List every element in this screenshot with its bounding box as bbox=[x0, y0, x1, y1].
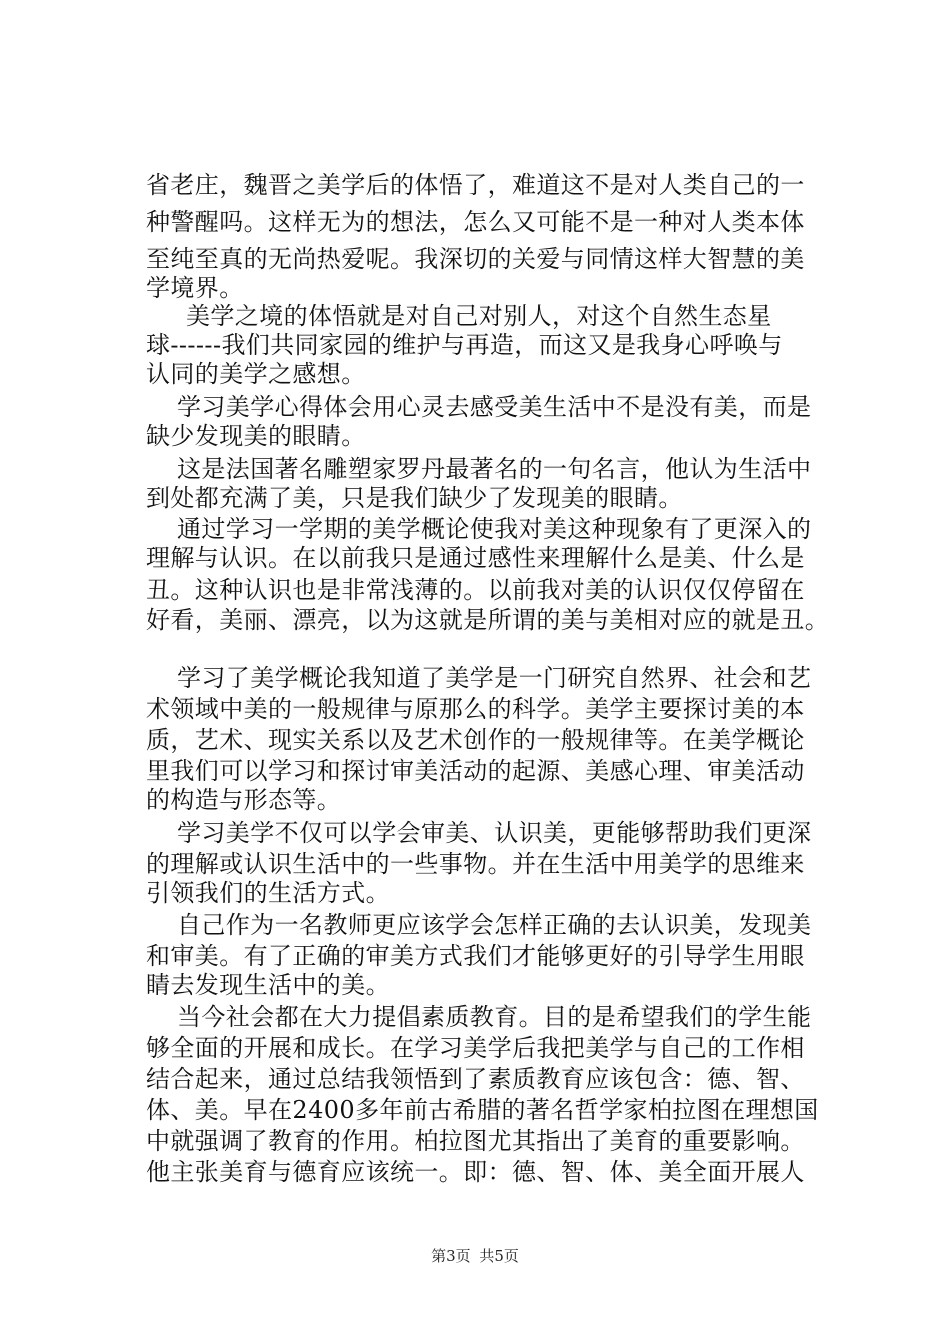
text-line: 中就强调了教育的作用。柏拉图尤其指出了美育的重要影响。 bbox=[146, 1127, 805, 1155]
text-line: 结合起来，通过总结我领悟到了素质教育应该包含：德、智、 bbox=[146, 1065, 805, 1093]
page-total: 共5页 bbox=[479, 1247, 519, 1265]
text-line: 自己作为一名教师更应该学会怎样正确的去认识美，发现美 bbox=[177, 911, 812, 939]
text-line: 和审美。有了正确的审美方式我们才能够更好的引导学生用眼 bbox=[146, 942, 805, 970]
text-line: 美学之境的体悟就是对自己对别人，对这个自然生态星 bbox=[186, 302, 772, 330]
text-line: 理解与认识。在以前我只是通过感性来理解什么是美、什么是 bbox=[146, 544, 805, 572]
text-line: 够全面的开展和成长。在学习美学后我把美学与自己的工作相 bbox=[146, 1034, 805, 1062]
text-line: 丑。这种认识也是非常浅薄的。以前我对美的认识仅仅停留在 bbox=[146, 576, 805, 604]
page-number: 第3页 bbox=[431, 1247, 471, 1265]
text-line: 球------我们共同家园的维护与再造，而这又是我身心呼唤与 bbox=[146, 331, 783, 359]
text-line: 学习了美学概论我知道了美学是一门研究自然界、社会和艺 bbox=[177, 664, 812, 692]
text-line: 学习美学不仅可以学会审美、认识美，更能够帮助我们更深 bbox=[177, 819, 812, 847]
text-line: 睛去发现生活中的美。 bbox=[146, 971, 390, 999]
text-line: 认同的美学之感想。 bbox=[146, 360, 366, 388]
text-line: 缺少发现美的眼睛。 bbox=[146, 422, 366, 450]
text-line: 学境界。 bbox=[146, 274, 244, 302]
text-line: 的构造与形态等。 bbox=[146, 786, 342, 814]
text-line: 引领我们的生活方式。 bbox=[146, 879, 390, 907]
text-line: 质，艺术、现实关系以及艺术创作的一般规律等。在美学概论 bbox=[146, 726, 805, 754]
page-footer bbox=[0, 1245, 950, 1266]
text-line: 术领域中美的一般规律与原那么的科学。美学主要探讨美的本 bbox=[146, 695, 805, 723]
text-line: 好看，美丽、漂亮，以为这就是所谓的美与美相对应的就是丑。 bbox=[146, 606, 830, 634]
text-line: 至纯至真的无尚热爱呢。我深切的关爱与同情这样大智慧的美 bbox=[146, 245, 805, 273]
text-line: 省老庄，魏晋之美学后的体悟了，难道这不是对人类自己的一 bbox=[146, 171, 805, 199]
text-line: 这是法国著名雕塑家罗丹最著名的一句名言，他认为生活中 bbox=[177, 455, 812, 483]
text-line: 到处都充满了美，只是我们缺少了发现美的眼睛。 bbox=[146, 484, 683, 512]
text-line: 的理解或认识生活中的一些事物。并在生活中用美学的思维来 bbox=[146, 850, 805, 878]
text-line: 通过学习一学期的美学概论使我对美这种现象有了更深入的 bbox=[177, 515, 812, 543]
text-line: 里我们可以学习和探讨审美活动的起源、美感心理、审美活动 bbox=[146, 757, 805, 785]
text-line: 学习美学心得体会用心灵去感受美生活中不是没有美，而是 bbox=[177, 393, 812, 421]
text-line: 当今社会都在大力提倡素质教育。目的是希望我们的学生能 bbox=[177, 1003, 812, 1031]
text-line: 他主张美育与德育应该统一。即：德、智、体、美全面开展人 bbox=[146, 1158, 805, 1186]
text-line: 体、美。早在2400多年前古希腊的著名哲学家柏拉图在理想国 bbox=[146, 1096, 819, 1124]
text-line: 种警醒吗。这样无为的想法，怎么又可能不是一种对人类本体 bbox=[146, 208, 805, 236]
